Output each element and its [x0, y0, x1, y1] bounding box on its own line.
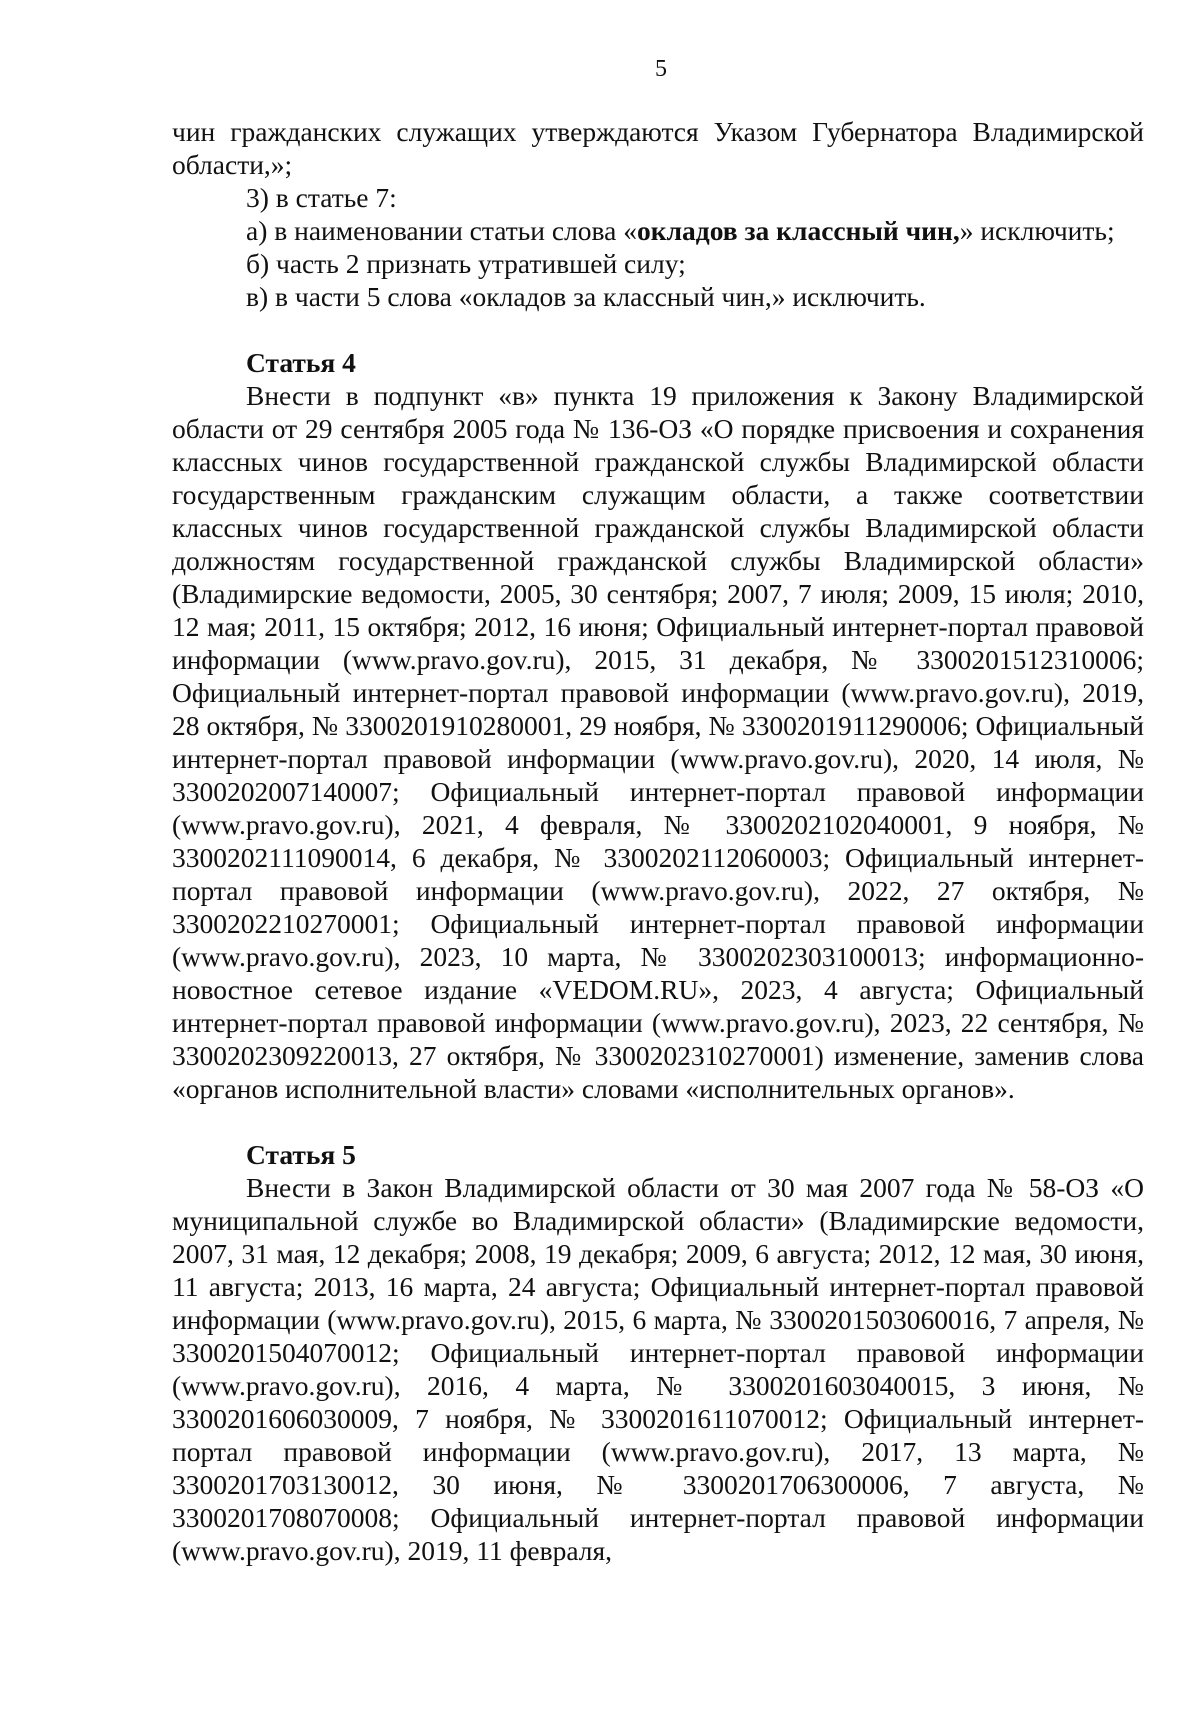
article-4-heading: Статья 4 [246, 347, 356, 378]
list-item-3: 3) в статье 7: [246, 182, 397, 213]
document-body [172, 115, 1144, 1567]
list-item-a-bold-text: окладов за классный чин, [637, 215, 960, 246]
list-item-c: в) в части 5 слова «окладов за классный чин,» исключить. [246, 281, 926, 312]
list-item-b: б) часть 2 признать утратившей силу; [246, 248, 686, 279]
list-item-a-text-start: а) в наименовании статьи слова « [246, 215, 638, 246]
list-item-a [172, 214, 1144, 247]
continuation-paragraph: чин гражданских служащих утверждаются Указом Губернатора Владимирской области,»; [172, 116, 1144, 180]
article-5-heading: Статья 5 [246, 1139, 356, 1170]
page-number: 5 [655, 56, 667, 82]
article-4-body: Внести в подпункт «в» пункта 19 приложения к Закону Владимирской области от 29 сентября 2005 года № 136-ОЗ «О порядке присвоения и сохранения классных чинов государственной гражданской службы Владимирской области государственным гражданским служащим области, а также соответствии классных чинов государственной гражданской службы Владимирской области должностям государственной гражданской службы Владимирской области» (Владимирские ведомости, 2005, 30 сентября; 2007, 7 июля; 2009, 15 июля; 2010, 12 мая; 2011, 15 октября; 2012, 16 июня; Официальный интернет-портал правовой информации (www.pravo.gov.ru), 2015, 31 декабря, № 3300201512310006; Официальный интернет-портал правовой информации (www.pravo.gov.ru), 2019, 28 октября, № 3300201910280001, 29 ноября, № 3300201911290006; Официальный интернет-портал правовой информации (www.pravo.gov.ru), 2020, 14 июля, № 3300202007140007; Официальный интернет-портал правовой информации (www.pravo.gov.ru), 2021, 4 февраля, № 3300202102040001, 9 ноября, № 3300202111090014, 6 декабря, № 3300202112060003; Официальный интернет-портал правовой информации (www.pravo.gov.ru), 2022, 27 октября, № 3300202210270001; Официальный интернет-портал правовой информации (www.pravo.gov.ru), 2023, 10 марта, № 3300202303100013; информационно-новостное сетевое издание «VEDOM.RU», 2023, 4 августа; Официальный интернет-портал правовой информации (www.pravo.gov.ru), 2023, 22 сентября, № 3300202309220013, 27 октября, № 3300202310270001) изменение, заменив слова «органов исполнительной власти» словами «исполнительных органов». [172, 380, 1144, 1104]
list-item-a-text-end: » исключить; [959, 215, 1115, 246]
article-5-body: Внести в Закон Владимирской области от 30 мая 2007 года № 58-ОЗ «О муниципальной службе во Владимирской области» (Владимирские ведомости, 2007, 31 мая, 12 декабря; 2008, 19 декабря; 2009, 6 августа; 2012, 12 мая, 30 июня, 11 августа; 2013, 16 марта, 24 августа; Официальный интернет-портал правовой информации (www.pravo.gov.ru), 2015, 6 марта, № 3300201503060016, 7 апреля, № 3300201504070012; Официальный интернет-портал правовой информации (www.pravo.gov.ru), 2016, 4 марта, № 3300201603040015, 3 июня, № 3300201606030009, 7 ноября, № 3300201611070012; Официальный интернет-портал правовой информации (www.pravo.gov.ru), 2017, 13 марта, № 3300201703130012, 30 июня, № 3300201706300006, 7 августа, № 3300201708070008; Официальный интернет-портал правовой информации (www.pravo.gov.ru), 2019, 11 февраля, [172, 1172, 1144, 1566]
